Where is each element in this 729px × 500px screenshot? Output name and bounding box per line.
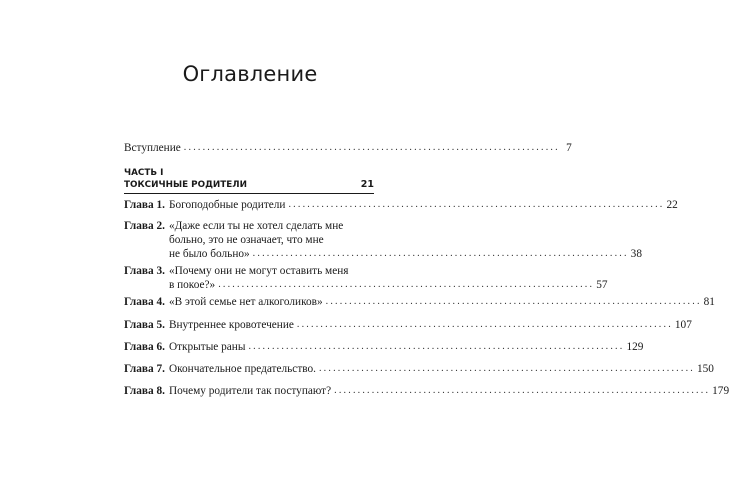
- part-page: 21: [360, 179, 374, 190]
- dot-leader: ................................................................................: [248, 341, 625, 352]
- toc-chapter-2: [124, 219, 642, 261]
- chapter-label: Глава 8.: [124, 385, 165, 397]
- part-title: ТОКСИЧНЫЕ РОДИТЕЛИ: [124, 180, 247, 190]
- chapter-label: Глава 5.: [124, 319, 165, 331]
- chapter-title-line: Открытые раны: [168, 341, 246, 353]
- chapter-label: Глава 1.: [124, 199, 165, 211]
- dot-leader: ................................................................................: [325, 296, 702, 307]
- chapter-page: 150: [696, 363, 714, 375]
- part-heading: [124, 167, 374, 194]
- chapter-page: 57: [596, 279, 608, 291]
- chapter-page: 81: [703, 296, 715, 308]
- dot-leader: ................................................................................: [218, 279, 595, 290]
- chapter-label: Глава 7.: [124, 363, 165, 375]
- chapter-title-line: в покое?»: [168, 279, 216, 291]
- chapter-label: Глава 3.: [124, 265, 165, 277]
- toc-chapter-7: [124, 362, 714, 376]
- dot-leader: ................................................................................: [252, 248, 629, 259]
- chapter-page: 129: [626, 341, 644, 353]
- chapter-title-line: «Даже если ты не хотел сделать мне: [168, 220, 344, 232]
- chapter-label: Глава 2.: [124, 220, 165, 232]
- chapter-title-line: «В этой семье нет алкоголиков»: [168, 296, 323, 308]
- toc-entry-title: Вступление: [124, 142, 181, 154]
- chapter-page: 38: [630, 248, 642, 260]
- chapter-title-line: Внутреннее кровотечение: [168, 319, 294, 331]
- toc-chapter-4: [124, 295, 715, 309]
- toc-chapter-6: [124, 340, 644, 354]
- chapter-page: 107: [674, 319, 692, 331]
- dot-leader: ................................................................................: [288, 199, 665, 210]
- toc-chapter-3: [124, 264, 608, 292]
- chapter-page: 22: [666, 199, 678, 211]
- chapter-label: Глава 4.: [124, 296, 165, 308]
- toc-chapter-1: [124, 198, 678, 212]
- chapter-title-line: больно, это не означает, что мне: [168, 234, 324, 246]
- chapter-label: Глава 6.: [124, 341, 165, 353]
- dot-leader: ................................................................................: [334, 385, 711, 396]
- toc-entry-intro: [124, 141, 572, 155]
- toc-chapter-8: [124, 384, 729, 398]
- chapter-title-line: Почему родители так поступают?: [168, 385, 332, 397]
- part-label: ЧАСТЬ I: [124, 168, 164, 178]
- chapter-title-line: не было больно»: [168, 248, 250, 260]
- dot-leader: ................................................................................: [296, 319, 673, 330]
- page-title: Оглавление: [182, 62, 318, 86]
- chapter-page: 179: [712, 385, 729, 397]
- toc-chapter-5: [124, 318, 692, 332]
- chapter-title-line: Богоподобные родители: [168, 199, 286, 211]
- toc-entry-page: 7: [566, 142, 572, 154]
- dot-leader: ................................................................................: [318, 363, 695, 374]
- dot-leader: ................................................................................: [183, 142, 560, 153]
- chapter-title-line: Окончательное предательство.: [168, 363, 316, 375]
- chapter-title-line: «Почему они не могут оставить меня: [168, 265, 349, 277]
